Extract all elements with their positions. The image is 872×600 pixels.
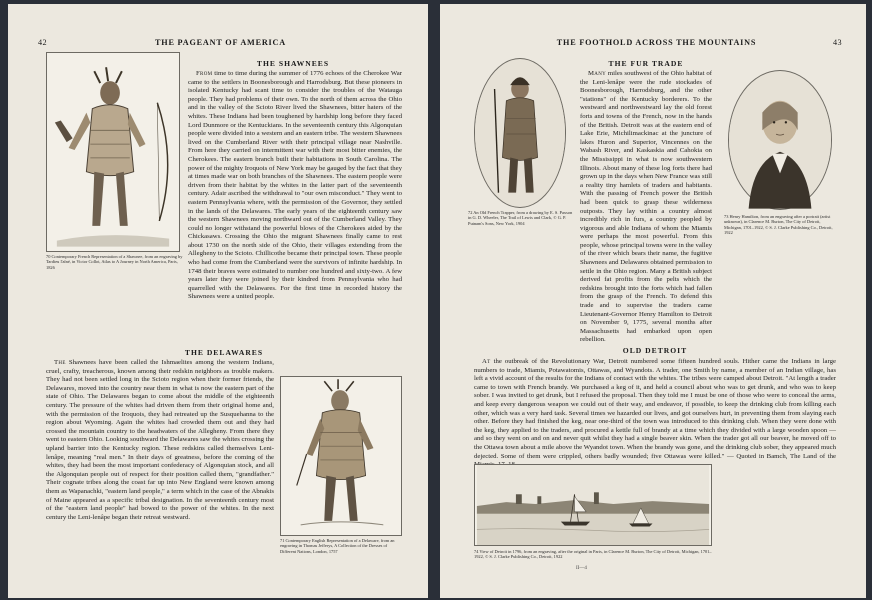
old-detroit-body: the outbreak of the Revolutionary War, Detroit numbered some fifteen hundred souls. Hither came the Indians in large numbers to trade, Miamis, Potawatomis, Ottawas, and Wyandots. A trader, one Smith by name, a member of an Indian village, has left a vivid account of the results for the Indians of contact with the whites. The tribes were camped about Detroit. "At length a trader came to town with French brandy. We purchased a keg of it, and held a council about who was to get drunk, and who was to keep sober. I was invited to get drunk, but I refused the proposal. Then they told me I must be one of those who were to conceal the arms, and keep every dangerous weapon we could out of their way, and endeavor, if possible, to keep the drinking club from killing each other, which was a very hard task. Several times we hazarded our lives, and got ourselves hurt, in preventing them from slaying each other. Before they had finished the keg, near one-third of the town was introduced to this drinking club. When they were done with the keg, they applied to the traders, and procured a kettle full of brandy at a time which they divided with a large wooden spoon — and so they went on and on and never quit whilst they had a single beaver skin. When the trader got all our beaver, he moved off to the Ottawa town about a mile above the Wyandot town. When the brandy was gone, and the drinking club sober, they appeared much dejected. Some of them were crippled, others badly wounded; five Ottawas were killed." — Quoted in Bamch, The Land of the [474, 358, 836, 460]
delaware-illustration [281, 377, 401, 535]
left-running-title: THE PAGEANT OF AMERICA [155, 38, 286, 47]
fur-trade-text [580, 70, 712, 344]
shawnees-dropword: From [196, 70, 213, 77]
hamilton-portrait [729, 71, 831, 209]
section-title-fur-trade: THE FUR TRADE [608, 59, 684, 68]
section-title-shawnees: THE SHAWNEES [256, 59, 330, 68]
right-running-title: THE FOOTHOLD ACROSS THE MOUNTAINS [556, 38, 757, 47]
old-detroit-dropword: At [482, 358, 491, 365]
figure-70-caption: 70 Contemporary French Representation of a Shawnee, from an engraving by Tardieu l'aîné, in Victor Collot, Atlas to A Journey in North America, Paris, 1826 [46, 254, 183, 270]
right-running-head [470, 38, 842, 47]
delawares-dropword: The [54, 359, 66, 366]
figure-73-hamilton [728, 70, 832, 210]
figure-74-caption: 74 View of Detroit in 1796, from an engraving, after the original in Paris, in Clarence M. Burton, The City of Detroit, Michigan, 1701–1922, © S. J. Clarke Publishing Co., Detroit, 1922 [474, 549, 712, 560]
shawnees-body: time to time during the summer of 1776 echoes of the Cherokee War came to the settlers in Boonesborough and Harrodsburg. But these pioneers in isolated Kentucky had scant time to consider the troubles of the Watauga people. They had problems of their own. To the north of them across the Ohio and in the valley of the Scioto River lived the Shawnees, bitter haters of the whites. These Indians had been toughened by hardship long before they faced Lord Dunmore or the Kentuckians. In the seventeenth century this Algonquian people were divided into a western and an eastern tribe. The western Shawnees lived on the Cumberland River with their principal village near Nashville. From here they carried on intermittent war with their most bitter enemies, the Cherokees. The eastern branch built their habitations in South Carolina. The power of the mighty Iroquois of New York may be gauged by the fact that they at times made war on both branches of the Shawnees. The eastern people were driven from their habitat by the whites in the latter part of the seventeenth century. Adair ascribed the withdrawal to "our own misconduct." They went to eastern Pennsylvania where, with the permission of the Governor, they settled in the lands of the Delawares. The early years of the eighteenth century saw the western Shawnees moving northward out of the Cumberland Valley. They could no longer withstand the powerful blows of the Cherokees aided by the Chickasaws. Crossing the Ohio the migrant Shawnees finally came to rest about 1730 on the north side of the Ohio, their villages extending from the Allegheny to the Scioto. Chillicothe became their principal town. These people who had come from the Cumberland were the survivors of infinite hardship. In 1748 their braves were estimated to number one hundred and sixty-two. A few years later they were joined by their kindred from Pennsylvania who had quarrelled with the Delawares. For the first time in recorded history the Shawnees were a united people. [188, 70, 402, 301]
signature-mark: II—4 [576, 566, 587, 571]
figure-71-caption: 71 Contemporary English Representation of a Delaware, from an engraving in Thomas Jefferys, A Collection of the Dresses of Different Nations, London, 1757 [280, 538, 395, 554]
section-title-old-detroit: OLD DETROIT [622, 346, 688, 355]
shawnees-text-continued [46, 272, 402, 336]
figure-70-shawnee [46, 52, 180, 252]
fur-trade-body: miles southwest of the Ohio habitat of the Leni-lenâpe were the rude stockades of Boonesborough, Harrodsburg, and the other "stations" of the Kentucky borderers. To the westward and northwestward lay the old forest forts and towns of the French, now in the hands of the British. Detroit was at the eastern end of Lake Erie, Michilimackinac at the juncture of lakes Huron and Superior, Vincennes on the Wabash River, and Kaskaskia and Cahokia on the Mississippi in what is now southwestern Illinois. About many of these log forts there had grown up in the days when New France was still a reality tiny hamlets of traders and habitants. With the passing of French power the British had been quick to grasp these wilderness outposts. They lay within a country almost incredibly rich in furs, a country peopled by vigorous and able Indians of whom the Miamis were perhaps the most powerful. From this people, whose principal towns were in the valley of the river which bears their name, the fugitive Shawnees and Delawares obtained permission to settle in the Ohio region. Many a British subject derived fat profits from the pelts which the redskins brought into the forts which had fallen from the grasp of the French. To defend this trade and to supervise the traders came Lieutenant-Governor Henry Hamilton to Detroit on November 9, 1775, several months after Massachusetts had embarked upon open rebellion. [580, 70, 712, 344]
delawares-body: Shawnees have been called the Ishmaelites among the western Indians, cruel, crafty, treacherous, known among their redskin neighbors as trouble makers. They had not been settled long in the Scioto region when their former friends, the Delawares, moved into the country near them in what is now the eastern part of the state of Ohio. The Delawares began to come about the middle of the eighteenth century. The pressure of the whites had driven them from their original home and, with the permission of the Iroquois, they had retreated up the Susquehanna to the region about Wyoming. Again the whites had crowded them out and they had crossed the mountain country to the headwaters of the Allegheny. From there they went to eastern Ohio. Looking southward the Delawares saw the whites crossing the upland barrier into the Kentucky region. These redskins called themselves Leni-lenâpe, meaning "real men." In their days of greatness, before the coming of the whites, they had been the most important confederacy of Algonquian stock, and all the Algonquian people out of respect for their position called them, "grandfather." Their cognate tribes along the coast far up into New England were known among them as Wapanachki, "eastern land people," a term which in the case of the Abnakis of Maine appeared as a specific tribal designation. In the seventeenth century most of the "eastern land people" had bowed to the power of the whites. In the next century the Leni-lenâpe began their retreat westward. [46, 359, 274, 521]
shawnee-illustration [47, 53, 179, 251]
fur-trade-dropword: Many [588, 70, 607, 77]
detroit-view-illustration [475, 465, 711, 545]
left-page [8, 4, 428, 598]
left-running-head [38, 38, 404, 47]
figure-71-delaware [280, 376, 402, 536]
right-page-number: 43 [833, 38, 842, 47]
right-page [440, 4, 866, 598]
figure-72-trapper [474, 58, 566, 208]
delawares-text [46, 359, 274, 587]
trapper-illustration [475, 59, 565, 207]
section-title-delawares: THE DELAWARES [184, 348, 264, 357]
old-detroit-text [474, 358, 836, 462]
shawnees-text [188, 70, 402, 301]
figure-73-caption: 73 Henry Hamilton, from an engraving after a portrait (artist unknown), in Clarence M. Burton, The City of Detroit, Michigan, 1701–1922, © S. J. Clarke Publishing Co., Detroit, 1922 [724, 214, 833, 236]
figure-72-caption: 72 An Old French Trapper, from a drawing by E. S. Paxson in G. D. Wheeler, The Trail of Lewis and Clark, © G. P. Putnam's Sons, New York, 1904 [468, 210, 573, 226]
figure-74-detroit-view [474, 464, 712, 546]
left-page-number: 42 [38, 38, 47, 47]
